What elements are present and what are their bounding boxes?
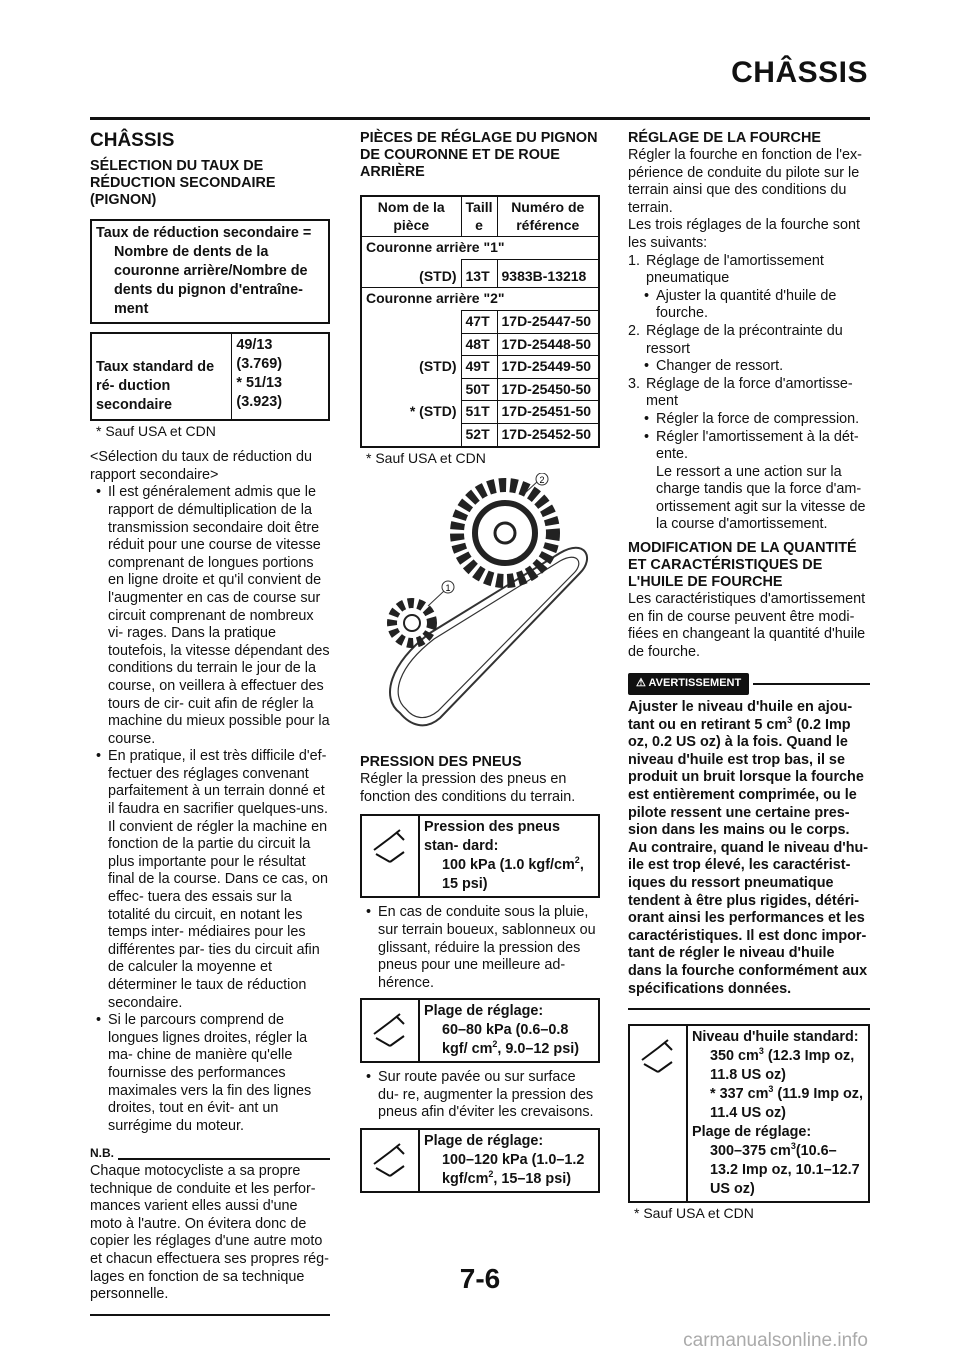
- wrench-spec-icon: [362, 816, 420, 896]
- table-row: [361, 259, 599, 288]
- tire-intro: Régler la pression des pneus en fonction des conditions du terrain.: [360, 771, 576, 805]
- wrench-spec-icon: [362, 1000, 420, 1061]
- superscript: 2: [574, 855, 580, 866]
- crown-2-label: Couronne arrière "2": [361, 288, 599, 311]
- spec-value: [424, 856, 594, 894]
- column-3: [628, 130, 870, 1223]
- table-cell: [361, 310, 461, 333]
- table-cell: 13T: [461, 259, 497, 288]
- footnote: * Sauf USA et CDN: [634, 1205, 754, 1222]
- table-row: [361, 310, 599, 333]
- item-number: 2.: [628, 322, 641, 339]
- parts-table: [360, 195, 600, 448]
- spec-value-text: 300–375 cm: [710, 1143, 791, 1160]
- table-cell: 47T: [461, 310, 497, 333]
- footnote: * Sauf USA et CDN: [366, 449, 486, 466]
- spec-value-text: 350 cm: [710, 1048, 759, 1065]
- table-header: Taill e: [461, 196, 497, 237]
- std-value: (3.923): [236, 393, 283, 410]
- bullet-text: • En cas de conduite sous la pluie, sur terrain boueux, sablonneux ou glissant, réduire la pression des pneus pour une meilleure ad- hérence.: [360, 904, 600, 992]
- wrench-spec-icon: [630, 1026, 688, 1201]
- warning-rule: [753, 683, 870, 685]
- footnote: * Sauf USA et CDN: [96, 422, 216, 439]
- table-cell: 52T: [461, 423, 497, 446]
- spec-value: [424, 1151, 594, 1189]
- item-text: Réglage de la précontrainte du ressort: [646, 322, 843, 357]
- spec-title: Plage de réglage:: [424, 1133, 544, 1150]
- column-1: [90, 130, 330, 1316]
- spec-value-end: , 15–18 psi): [493, 1171, 572, 1188]
- spec-value-end: (10.6–13.2 Imp oz, 10.1–12.7 US oz): [710, 1143, 860, 1198]
- table-row: [361, 401, 599, 424]
- item-number: 3.: [628, 375, 641, 392]
- table-cell: 17D-25449-50: [497, 356, 599, 379]
- superscript: 3: [790, 1141, 796, 1152]
- table-header: Numéro de référence: [497, 196, 599, 237]
- superscript: 3: [758, 1046, 764, 1057]
- nb-text: Chaque motocycliste a sa propre technique de conduite et les perfor- mances varient elles aussi d'une moto à l'autre. On évitera donc de copier les réglages d'une autre moto et chacun effectuera ses propres rég- lages en fonction de sa technique personnelle.: [90, 1162, 329, 1303]
- spec-title: Niveau d'huile standard:: [692, 1029, 859, 1046]
- table-row: [361, 333, 599, 356]
- warning-text-b: (0.2 Imp oz, 0.2 US oz) à la fois. Quand le niveau d'huile est trop bas, il se produit un bruit lorsque la fourche est entièrement comprimée, ou le pilote ressent une certaine pres- sion dans les mains ou le corps. Au contraire, quand le niveau d'hu- ile est trop élevé, les caractérist- iques du ressort pneumatique tendent à être plus rigides, détéri- orant ainsi les performances et les caractéristiques. Il est donc impor- tant de régler le niveau d'huile dans la fourche conformément aux spécifications données.: [628, 716, 869, 997]
- drive-sprocket-icon: [392, 603, 432, 643]
- std-ratio-values: [232, 334, 328, 419]
- table-cell: 9383B-13218: [497, 259, 599, 288]
- spec-value-end: (11.9 Imp oz, 11.4 US oz): [710, 1086, 863, 1122]
- superscript: 2: [492, 1039, 498, 1050]
- formula-line: Taux de réduction secondaire =: [96, 224, 312, 241]
- table-row: [361, 288, 599, 311]
- table-cell: 17D-25447-50: [497, 310, 599, 333]
- bullet-text: • Sur route pavée ou sur surface du- re, augmenter la pression des pneus afin d'éviter les crevaisons.: [360, 1069, 600, 1122]
- spec-value-end: , 15 psi): [442, 857, 584, 893]
- item-number: 1.: [628, 252, 641, 269]
- spec-value-text: 100–120 kPa (1.0–1.2 kgf/cm: [442, 1152, 585, 1188]
- spec-title: Plage de réglage:: [692, 1124, 812, 1141]
- nb-label-row: [90, 1145, 330, 1163]
- column-2: [360, 130, 600, 1193]
- paragraph: Le ressort a une action sur la charge tandis que la force d'am- ortissement agit sur la vitesse de la course d'amortissement.: [656, 463, 866, 533]
- spec-title: Plage de réglage:: [424, 1003, 544, 1020]
- table-cell: 17D-25451-50: [497, 401, 599, 424]
- table-row: [361, 237, 599, 260]
- superscript: 2: [488, 1169, 494, 1180]
- warning-label: AVERTISSEMENT: [648, 677, 742, 690]
- subsection-heading: SÉLECTION DU TAUX DE RÉDUCTION SECONDAIRE (PIGNON): [90, 157, 276, 208]
- item-text: Réglage de l'amortissement pneumatique: [646, 252, 824, 287]
- numbered-item: [628, 253, 870, 288]
- nb-label: N.B.: [90, 1146, 114, 1161]
- numbered-item: [628, 376, 870, 411]
- header-rule: [90, 117, 870, 120]
- ratio-formula-box: [90, 219, 330, 324]
- table-cell: [361, 333, 461, 356]
- watermark: carmanualsonline.info: [683, 1330, 868, 1351]
- table-row: [361, 423, 599, 446]
- intro-text: <Sélection du taux de réduction du rapport secondaire>: [90, 449, 313, 483]
- table-cell: 17D-25448-50: [497, 333, 599, 356]
- standard-ratio-table: [90, 332, 330, 421]
- tire-heading: PRESSION DES PNEUS: [360, 754, 522, 771]
- page-header-title: CHÂSSIS: [731, 56, 868, 89]
- section-heading: CHÂSSIS: [90, 130, 175, 151]
- table-cell: [361, 378, 461, 401]
- wrench-spec-icon: [362, 1130, 420, 1191]
- warning-label-row: [628, 673, 870, 695]
- paragraph: Les trois réglages de la fourche sont les suivants:: [628, 217, 860, 251]
- oil-level-spec: [628, 1024, 870, 1203]
- nb-rule: [118, 1158, 330, 1160]
- spec-title: Pression des pneus stan- dard:: [424, 819, 560, 855]
- tire-range-spec: [360, 998, 600, 1063]
- spec-value-text: 60–80 kPa (0.6–0.8 kgf/ cm: [442, 1022, 569, 1058]
- warning-bottom-rule: [628, 1008, 870, 1010]
- table-cell: 48T: [461, 333, 497, 356]
- page-number: 7-6: [459, 1263, 501, 1294]
- table-cell: 17D-25452-50: [497, 423, 599, 446]
- spec-value: [424, 1021, 594, 1059]
- bullet-text: • En pratique, il est très difficile d'ef- fectuer des réglages convenant parfaitement à un terrain donné et il faudra en sacrifier quelques-uns. Il convient de régler la machine en fonction de la partie du circuit la plus importante pour le résultat final de la course. Dans ce cas, on effec- tuera des essais sur la totalité du circuit, en notant les temps inter- médiaires pour les différentes par- ties du circuit afin de calculer la moyenne et déterminer le taux de réduction secondaire.: [90, 748, 330, 1012]
- bullet-text: • Régler l'amortissement à la dét- ente.: [638, 429, 870, 464]
- table-row: [361, 356, 599, 379]
- table-header: Nom de la pièce: [361, 196, 461, 237]
- warning-text: [628, 699, 870, 998]
- callout-label: 1: [445, 583, 451, 594]
- oil-heading: MODIFICATION DE LA QUANTITÉ ET CARACTÉRISTIQUES DE L'HUILE DE FOURCHE: [628, 540, 857, 591]
- spec-value-end: , 9.0–12 psi): [497, 1041, 580, 1058]
- rear-sprocket-icon: [457, 485, 553, 581]
- crown-1-label: Couronne arrière "1": [361, 237, 599, 260]
- parts-heading: PIÈCES DE RÉGLAGE DU PIGNON DE COURONNE ET DE ROUE ARRIÈRE: [360, 130, 598, 180]
- tire-std-spec: [360, 814, 600, 898]
- spec-value-end: (12.3 Imp oz, 11.8 US oz): [710, 1048, 855, 1084]
- numbered-item: [628, 323, 870, 358]
- table-cell: (STD): [361, 259, 461, 288]
- callout-label: 2: [539, 475, 545, 486]
- fork-heading: RÉGLAGE DE LA FOURCHE: [628, 130, 821, 146]
- table-cell: 49T: [461, 356, 497, 379]
- table-cell: * (STD): [361, 401, 461, 424]
- bullet-text: • Régler la force de compression.: [638, 411, 870, 429]
- table-cell: [361, 423, 461, 446]
- spec-value: [692, 1142, 864, 1199]
- bullet-text: • Ajuster la quantité d'huile de fourche.: [638, 288, 870, 323]
- bullet-text: • Changer de ressort.: [638, 358, 870, 376]
- paragraph: Régler la fourche en fonction de l'ex- périence de conduite du pilote sur le terrain ainsi que des conditions du terrain.: [628, 147, 862, 216]
- spec-value-text: 100 kPa (1.0 kgf/cm: [442, 857, 575, 874]
- superscript: 3: [768, 1084, 774, 1095]
- std-value: * 51/13: [236, 374, 283, 391]
- sprocket-chain-illustration: [360, 473, 600, 748]
- superscript: 3: [787, 714, 793, 725]
- warning-text-a: Ajuster le niveau d'huile en ajou- tant ou en retirant 5 cm: [628, 699, 853, 733]
- table-row: [361, 378, 599, 401]
- table-cell: 17D-25450-50: [497, 378, 599, 401]
- formula-definition: Nombre de dents de la couronne arrière/Nombre de dents du pignon d'entraîne- ment: [114, 243, 308, 317]
- std-value: (3.769): [236, 355, 283, 372]
- warning-badge: ⚠ AVERTISSEMENT: [628, 673, 749, 695]
- table-cell: (STD): [361, 356, 461, 379]
- item-text: Réglage de la force d'amortisse- ment: [646, 375, 853, 410]
- std-value: 49/13: [236, 336, 273, 353]
- table-cell: 50T: [461, 378, 497, 401]
- spec-value: [692, 1085, 864, 1123]
- spec-value: [692, 1047, 864, 1085]
- table-cell: 51T: [461, 401, 497, 424]
- std-ratio-label: Taux standard de ré- duction secondaire: [92, 334, 232, 419]
- table-header-row: [361, 196, 599, 237]
- paragraph: Les caractéristiques d'amortissement en fin de course peuvent être modi- fiées en changeant la quantité d'huile de fourche.: [628, 591, 866, 660]
- bullet-text: • Si le parcours comprend de longues lignes droites, régler la ma- chine de manière qu'elle fournisse des performances maximales vers la fin des lignes droites, tout en évit- ant un surrégime du moteur.: [90, 1012, 330, 1135]
- bullet-text: • Il est généralement admis que le rapport de démultiplication de la transmission secondaire doit être réduit pour une course de vitesse comprenant de longues portions en ligne droite et qu'il convient de l'augmenter en cas de course sur circuit comprenant de nombreux vi- rages. Dans la pratique toutefois, la vitesse dépendant des conditions du terrain le jour de la course, on veillera à effectuer des tours de cir- cuit afin de régler la machine du mieux possible pour la course.: [90, 484, 330, 748]
- nb-bottom-rule: [90, 1314, 330, 1316]
- tire-range-spec-2: [360, 1128, 600, 1193]
- spec-value-text: * 337 cm: [710, 1086, 769, 1103]
